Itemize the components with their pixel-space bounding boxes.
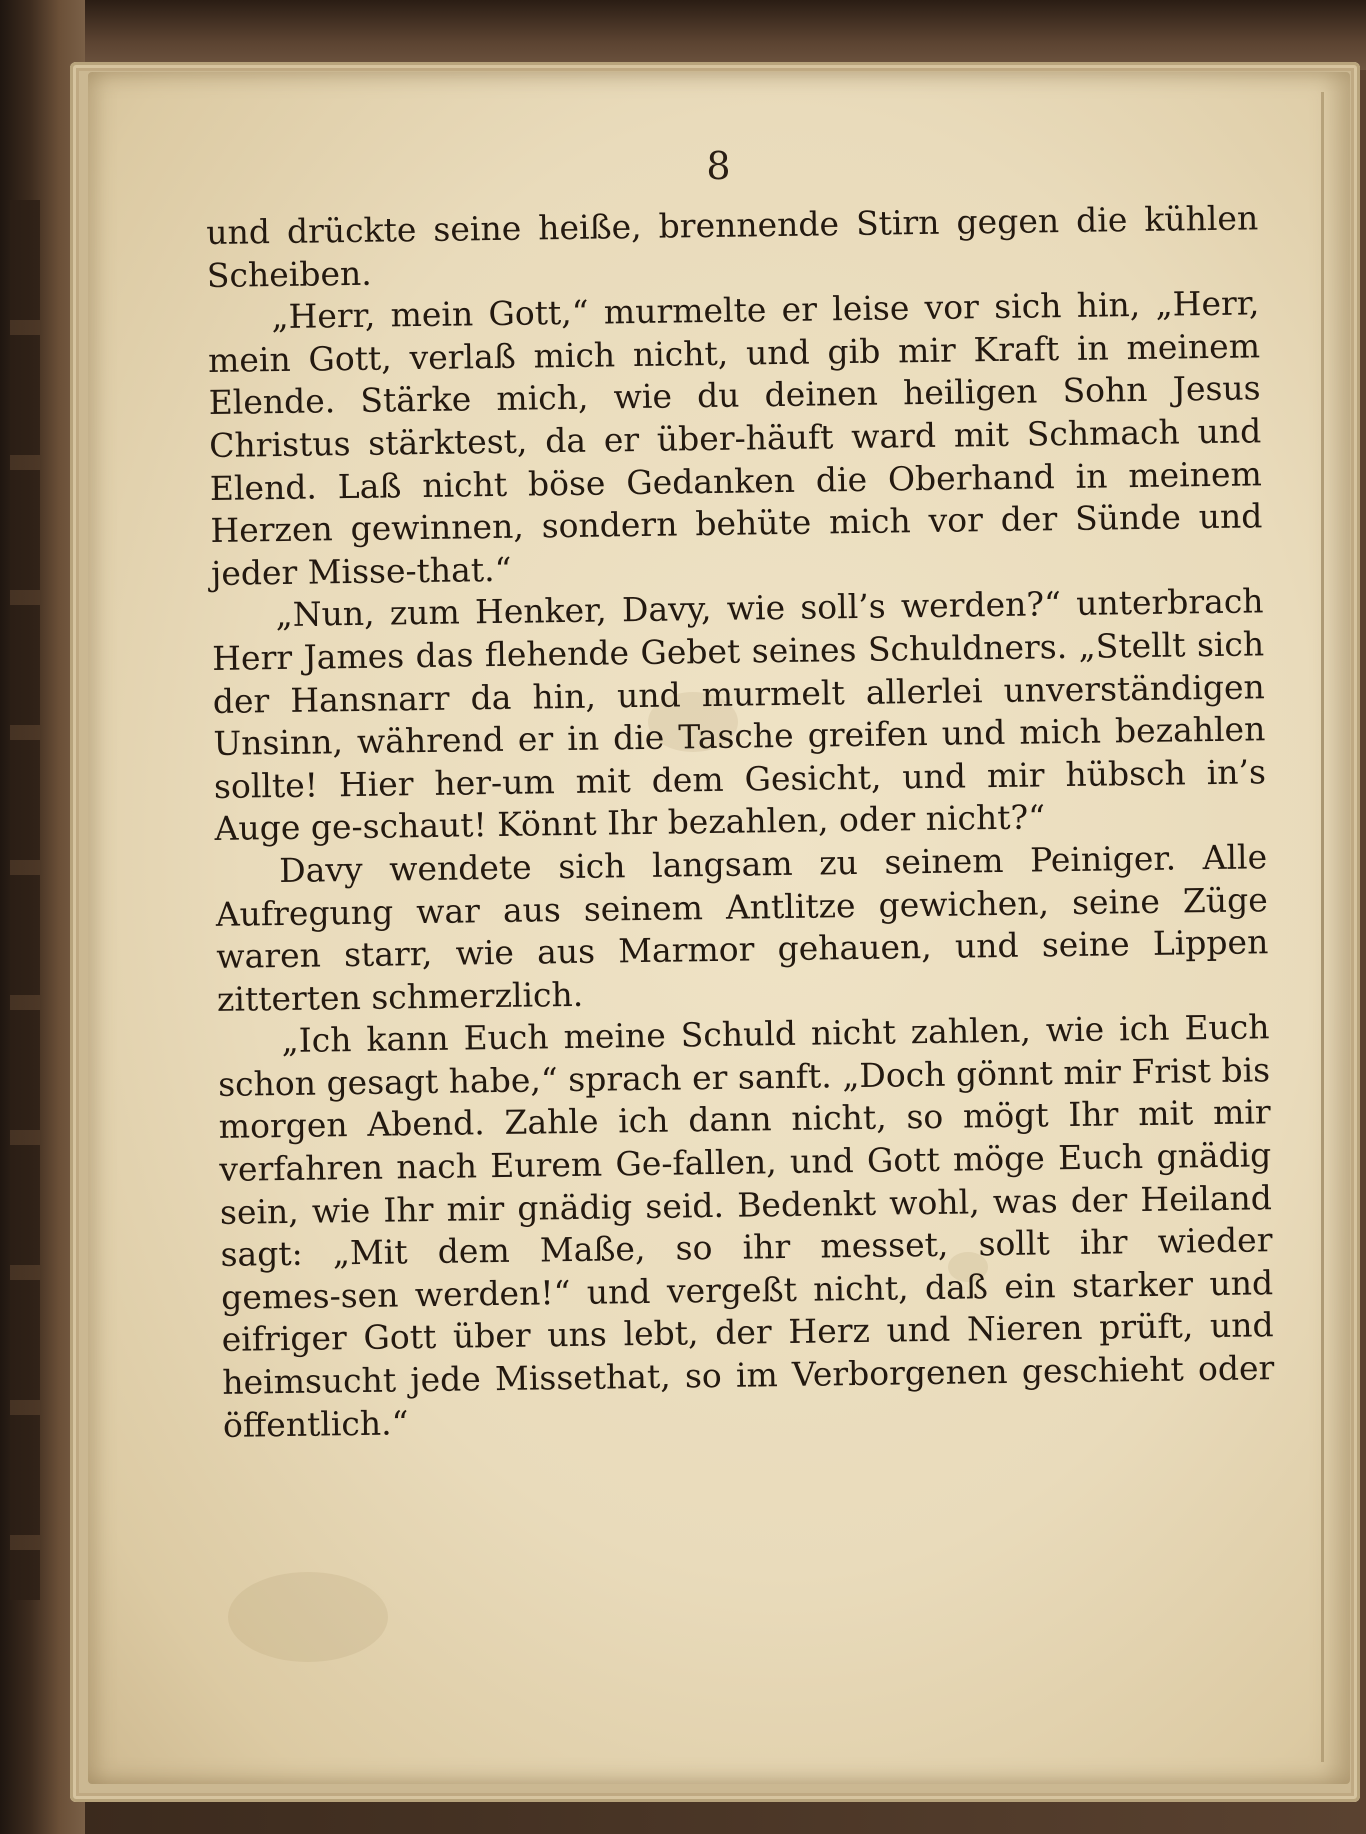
paper-stain: [228, 1572, 388, 1662]
paragraph: „Ich kann Euch meine Schuld nicht zahlen, wie ich Euch schon gesagt habe,“ sprach er sanft. „Doch gönnt mir Frist bis morgen Abend. Zahle ich dann nicht, so mögt Ihr mit mir verfahren nach Eurem Ge‑fallen, und Gott möge Euch gnädig sein, wie Ihr mir gnädig seid. Bedenkt wohl, was der Heiland sagt: „Mit dem Maße, so ihr messet, sollt ihr wieder gemes‑sen werden!“ und vergeßt nicht, daß ein starker und eifriger Gott über uns lebt, der Herz und Nieren prüft, und heimsucht jede Missethat, so im Verborgenen geschieht oder öffentlich.“: [217, 1007, 1275, 1445]
paragraph: Davy wendete sich langsam zu seinem Peiniger. Alle Aufregung war aus seinem Antlitze gewichen, seine Züge waren starr, wie aus Marmor gehauen, und seine Lippen zitterten schmerzlich.: [215, 837, 1269, 1019]
book-cover-top-edge: [0, 0, 1366, 70]
page-body-text: [206, 197, 1275, 1447]
page-number: 8: [706, 144, 732, 188]
book-page: [88, 72, 1350, 1784]
paragraph: und drückte seine heiße, brennende Stirn gegen die kühlen Scheiben.: [206, 198, 1259, 295]
paragraph: „Nun, zum Henker, Davy, wie soll’s werden?“ unterbrach Herr James das flehende Gebet seines Schuldners. „Stellt sich der Hansnarr da hin, und murmelt allerlei unverständigen Unsinn, während er in die Tasche greifen und mich bezahlen sollte! Hier her‑um mit dem Gesicht, und mir hübsch in’s Auge ge‑schaut! Könnt Ihr bezahlen, oder nicht?“: [211, 581, 1267, 849]
book-spine-binding: [10, 200, 40, 1600]
paragraph: „Herr, mein Gott,“ murmelte er leise vor sich hin, „Herr, mein Gott, verlaß mich nicht, und gib mir Kraft in meinem Elende. Stärke mich, wie du deinen heiligen Sohn Jesus Christus stärktest, da er über‑häuft ward mit Schmach und Elend. Laß nicht böse Gedanken die Oberhand in meinem Herzen gewinnen, sondern behüte mich vor der Sünde und jeder Misse‑that.“: [207, 283, 1263, 593]
page-fold-line: [1321, 92, 1324, 1762]
